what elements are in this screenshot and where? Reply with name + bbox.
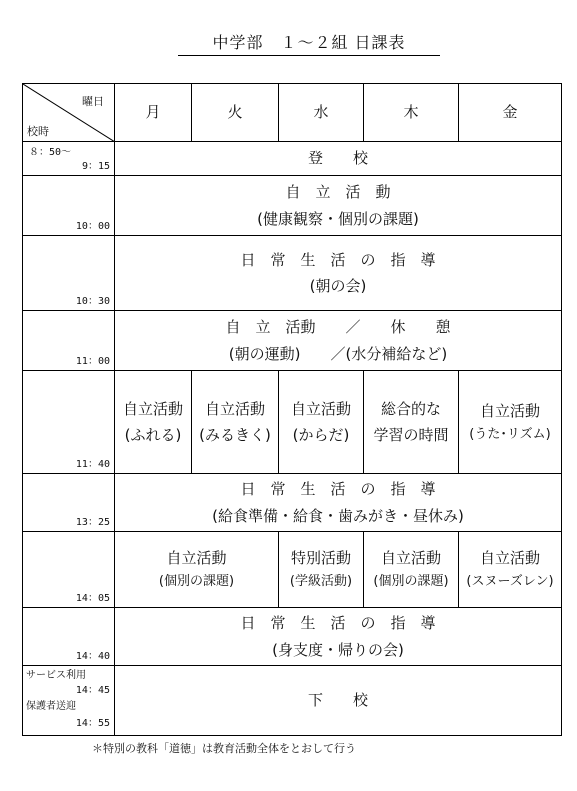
day-wed: 水	[279, 84, 364, 142]
cell-sub: (スヌーズレン)	[466, 574, 554, 590]
time-cell-6	[23, 532, 115, 608]
cell-main: 特別活動	[290, 549, 351, 567]
cell-p3-mon	[115, 371, 192, 474]
page-title: 中学部 １～２組 日課表	[178, 30, 440, 56]
row-daily-life-1	[115, 236, 562, 311]
day-thu: 木	[364, 84, 459, 142]
cell-main: 総合的な	[380, 399, 441, 418]
cell-p3-tue	[192, 371, 279, 474]
time-1445: 14：45	[75, 685, 110, 696]
row-dismissal: 下 校	[115, 666, 562, 736]
cell-main: 日 常 生 活 の 指 導	[240, 480, 436, 499]
time-1440: 14：40	[75, 651, 110, 662]
day-mon: 月	[115, 84, 192, 142]
footnote: ＊特別の教科「道徳」は教育活動全体をとおして行う	[92, 742, 356, 755]
cell-sub: (朝の運動) ／(水分補給など)	[228, 344, 448, 363]
cell-sub: (からだ)	[292, 426, 350, 444]
cell-sub: (学級活動)	[289, 574, 353, 590]
cell-main: 日 常 生 活 の 指 導	[240, 614, 436, 633]
time-1325: 13：25	[75, 517, 110, 528]
cell-main: 自 立 活 動	[285, 183, 391, 202]
row-arrival: 登 校	[115, 142, 562, 176]
time-1030: 10：30	[75, 296, 110, 307]
cell-main: 自 立 活動 ／ 休 憩	[225, 318, 451, 337]
time-start: ８：50～	[29, 147, 72, 158]
corner-header	[23, 84, 115, 142]
time-1455: 14：55	[75, 718, 110, 729]
weekday-label: 曜日	[82, 95, 104, 108]
cell-sub: (身支度・帰りの会)	[272, 640, 404, 659]
cell-p3-fri	[459, 371, 562, 474]
day-tue: 火	[192, 84, 279, 142]
cell-sub: (うた･リズム)	[469, 426, 551, 442]
time-915: 9：15	[81, 161, 110, 172]
cell-main: 日 常 生 活 の 指 導	[240, 250, 436, 269]
cell-main: 自立活動	[122, 399, 183, 418]
row-self-activity-1	[115, 176, 562, 236]
time-cell-dismissal	[23, 666, 115, 736]
row-lunch	[115, 474, 562, 532]
cell-main: 自立活動	[290, 399, 351, 418]
cell-sub: (みるきく)	[199, 426, 271, 444]
time-cell-7	[23, 608, 115, 666]
time-cell-5	[23, 474, 115, 532]
cell-p3-wed	[279, 371, 364, 474]
time-cell-3	[23, 311, 115, 371]
cell-main: 自立活動	[166, 549, 227, 567]
cell-main: 自立活動	[380, 549, 441, 567]
timetable	[22, 83, 562, 736]
cell-sub: (給食準備・給食・歯みがき・昼休み)	[212, 506, 464, 525]
cell-sub: (個別の課題)	[373, 574, 449, 590]
cell-sub: (健康観察・個別の課題)	[257, 209, 419, 228]
cell-main: 自立活動	[479, 549, 540, 567]
period-label: 校時	[27, 125, 49, 138]
time-cell-arrival	[23, 142, 115, 176]
cell-sub: (個別の課題)	[158, 574, 235, 590]
time-1000: 10：00	[75, 221, 110, 232]
row-self-activity-2	[115, 311, 562, 371]
time-cell-4	[23, 371, 115, 474]
cell-p5-fri	[459, 532, 562, 608]
time-cell-1	[23, 176, 115, 236]
row-going-home	[115, 608, 562, 666]
guardian-label: 保護者送迎	[26, 701, 76, 712]
time-1140: 11：40	[75, 459, 110, 470]
cell-sub: (朝の会)	[309, 277, 367, 295]
cell-sub: 学習の時間	[373, 426, 449, 444]
cell-p3-thu	[364, 371, 459, 474]
cell-main: 自立活動	[204, 399, 265, 418]
time-1100: 11：00	[75, 356, 110, 367]
cell-sub: (ふれる)	[124, 426, 182, 444]
day-fri: 金	[459, 84, 562, 142]
time-1405: 14：05	[75, 593, 110, 604]
cell-p5-wed	[279, 532, 364, 608]
cell-p5-mon-tue	[115, 532, 279, 608]
cell-p5-thu	[364, 532, 459, 608]
cell-main: 自立活動	[479, 401, 540, 420]
service-label: サービス利用	[26, 670, 86, 681]
time-cell-2	[23, 236, 115, 311]
